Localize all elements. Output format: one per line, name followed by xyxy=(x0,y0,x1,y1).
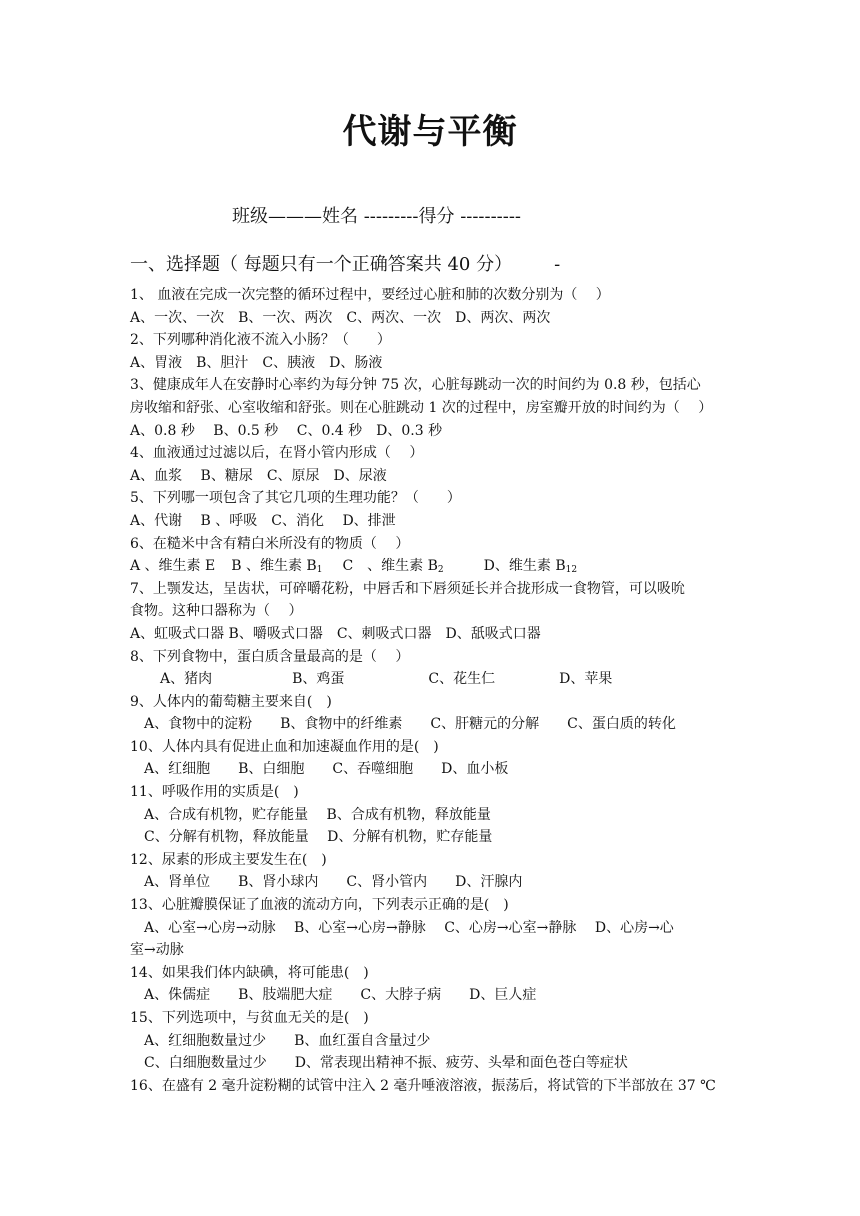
question-options-continued: C、白细胞数量过少 D、常表现出精神不振、疲劳、头晕和面色苍白等症状 xyxy=(144,1055,628,1072)
question-options xyxy=(130,555,735,578)
question-options: A、代谢 B 、呼吸 C、消化 D、排泄 xyxy=(130,512,396,529)
question-options: A、红细胞 B、白细胞 C、吞噬细胞 D、血小板 xyxy=(144,761,509,778)
page-title: 代谢与平衡 xyxy=(342,112,518,152)
option-c-subscript: 2 xyxy=(437,565,444,576)
question-options: A、血浆 B、糖尿 C、原尿 D、尿液 xyxy=(130,467,387,484)
option-d: D、苹果 xyxy=(559,671,613,688)
question-options: A、虹吸式口器 B、嚼吸式口器 C、刺吸式口器 D、舐吸式口器 xyxy=(130,625,541,642)
question-stem: 16、在盛有 2 毫升淀粉糊的试管中注入 2 毫升唾液溶液，振荡后，将试管的下半部放在 37 ℃ xyxy=(130,1077,716,1094)
question-list xyxy=(130,284,735,1097)
class-label: 班级——— xyxy=(232,206,322,227)
question-options: A、红细胞数量过少 B、血红蛋自含量过少 xyxy=(144,1032,431,1049)
student-info-line xyxy=(232,202,521,228)
question-options: A、0.8 秒 B、0.5 秒 C、0.4 秒 D、0.3 秒 xyxy=(130,422,443,439)
question-options: A、侏儒症 B、肢端肥大症 C、大脖子病 D、巨人症 xyxy=(144,987,537,1004)
question-stem: 12、尿素的形成主要发生在( ) xyxy=(130,851,327,868)
question-stem-continued: 食物。这种口器称为（ ） xyxy=(130,603,303,620)
section-mark: - xyxy=(554,254,561,275)
question-options: A、胃液 B、胆汁 C、胰液 D、肠液 xyxy=(130,354,383,371)
question-stem: 5、下列哪一项包含了其它几项的生理功能？（ ） xyxy=(130,490,461,507)
question-options: A、心室→心房→动脉 B、心室→心房→静脉 C、心房→心室→静脉 D、心房→心 xyxy=(144,919,674,936)
question-stem: 1、 血液在完成一次完整的循环过程中，要经过心脏和肺的次数分别为（ ） xyxy=(130,287,610,303)
option-b: B、鸡蛋 xyxy=(292,671,345,688)
question-options-continued: 室→动脉 xyxy=(130,942,184,959)
question-stem: 10、人体内具有促进止血和加速凝血作用的是( ) xyxy=(130,738,439,755)
question-stem: 6、在糙米中含有精白米所没有的物质（ ） xyxy=(130,535,410,552)
option-b: B 、维生素 B xyxy=(231,558,317,575)
option-c: C、花生仁 xyxy=(428,671,496,688)
name-label: 姓名 --------- xyxy=(322,206,419,227)
section-heading-text: 一、选择题（ 每题只有一个正确答案共 40 分） xyxy=(130,254,513,275)
option-a: A 、维生素 E xyxy=(130,558,216,575)
question-stem: 2、下列哪种消化液不流入小肠？（ ） xyxy=(130,332,391,349)
question-stem: 13、心脏瓣膜保证了血液的流动方向，下列表示正确的是( ) xyxy=(130,897,509,914)
question-options: A、一次、一次 B、一次、两次 C、两次、一次 D、两次、两次 xyxy=(130,309,551,326)
question-options-continued: C、分解有机物，释放能量 D、分解有机物，贮存能量 xyxy=(144,829,493,846)
score-label: 得分 ---------- xyxy=(418,206,522,227)
question-stem: 9、人体内的葡萄糖主要来自( ) xyxy=(130,693,332,710)
question-stem: 8、下列食物中，蛋白质含量最高的是（ ） xyxy=(130,648,410,665)
question-stem: 15、下列选项中，与贫血无关的是( ) xyxy=(130,1010,369,1026)
question-stem: 4、血液通过过滤以后，在肾小管内形成（ ） xyxy=(130,445,424,462)
question-options: A、食物中的淀粉 B、食物中的纤维素 C、肝糖元的分解 C、蛋白质的转化 xyxy=(144,716,676,733)
question-stem: 7、上颚发达，呈齿状，可碎嚼花粉，中唇舌和下唇须延长并合拢形成一食物管，可以吸吮 xyxy=(130,580,685,597)
option-d-subscript: 12 xyxy=(565,565,578,576)
option-a: A、猪肉 xyxy=(160,671,213,688)
question-stem: 14、如果我们体内缺碘，将可能患( ) xyxy=(130,964,369,981)
question-stem: 3、健康成年人在安静时心率约为每分钟 75 次，心脏每跳动一次的时间约为 0.8 秒，包括心 xyxy=(130,377,701,394)
question-stem-continued: 房收缩和舒张、心室收缩和舒张。则在心脏跳动 1 次的过程中，房室瓣开放的时间约为（ ） xyxy=(130,399,713,416)
option-b-subscript: 1 xyxy=(316,565,323,576)
question-options: A、合成有机物，贮存能量 B、合成有机物，释放能量 xyxy=(144,806,491,823)
question-options: A、肾单位 B、肾小球内 C、肾小管内 D、汗腺内 xyxy=(144,874,523,891)
option-d: D、维生素 B xyxy=(483,558,566,575)
section-heading xyxy=(130,250,560,276)
option-c: C 、维生素 B xyxy=(342,558,438,575)
question-options xyxy=(130,668,735,691)
question-stem: 11、呼吸作用的实质是( ) xyxy=(130,784,299,801)
